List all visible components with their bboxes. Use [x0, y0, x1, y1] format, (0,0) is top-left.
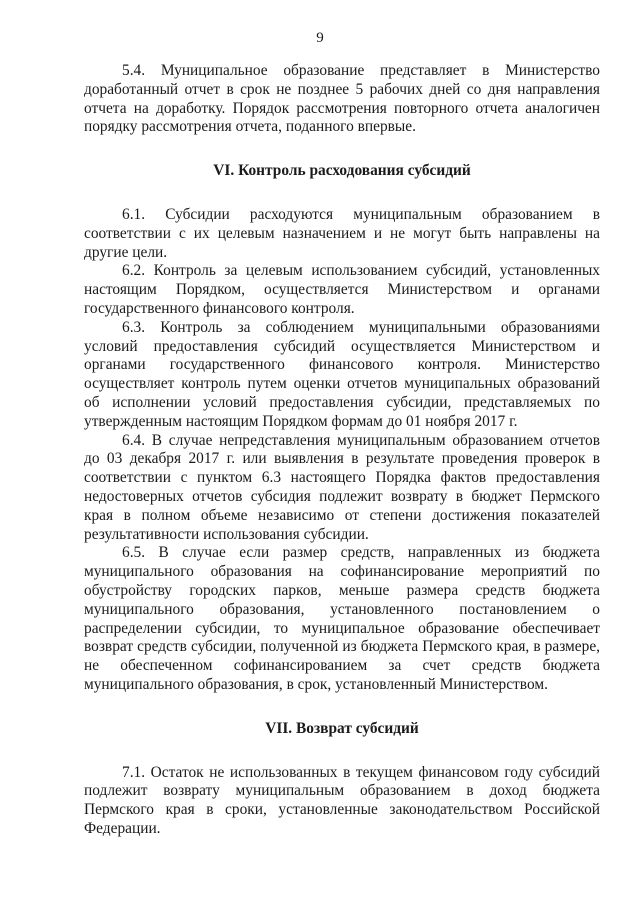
- section-heading-vi: VI. Контроль расходования субсидий: [213, 162, 471, 180]
- paragraph-6-5: 6.5. В случае если размер средств, направленных из бюджета муниципального образования на софинансирование мероприятий по обустройству городских парков, меньше размера средств бюджета муниципального образования, установленного постановлением о распределении субсидии, то муниципальное образование обеспечивает возврат средств субсидии, полученной из бюджета Пермского края, в размере, не обеспеченном софинансированием за счет средств бюджета муниципального образования, в срок, установленный Министерством.: [84, 544, 600, 693]
- paragraph-5-4: 5.4. Муниципальное образование представляет в Министерство доработанный отчет в срок не позднее 5 рабочих дней со дня направления отчета на доработку. Порядок рассмотрения повторного отчета аналогичен порядку рассмотрения отчета, поданного впервые.: [84, 62, 600, 136]
- paragraph-6-4: 6.4. В случае непредставления муниципальным образованием отчетов до 03 декабря 2017 г. или выявления в результате проведения проверок в соответствии с пунктом 6.3 настоящего Порядка фактов предоставления недостоверных отчетов субсидия подлежит возврату в бюджет Пермского края в полном объеме независимо от степени достижения показателей результативности использования субсидии.: [84, 431, 600, 543]
- paragraph-6-3: 6.3. Контроль за соблюдением муниципальными образованиями условий предоставления субсидий осуществляется Министерством и органами государственного финансового контроля. Министерство осуществляет контроль путем оценки отчетов муниципальных образований об исполнении условий предоставления субсидии, представляемых по утвержденным настоящим Порядком формам до 01 ноября 2017 г.: [84, 318, 600, 430]
- section-heading-vii: VII. Возврат субсидий: [265, 719, 419, 737]
- paragraph-7-1: 7.1. Остаток не использованных в текущем финансовом году субсидий подлежит возврату муниципальным образованием в доход бюджета Пермского края в сроки, установленные законодательством Российской Федерации.: [84, 763, 600, 837]
- paragraph-6-2: 6.2. Контроль за целевым использованием субсидий, установленных настоящим Порядком, осуществляется Министерством и органами государственного финансового контроля.: [84, 262, 600, 317]
- page-number: 9: [316, 30, 324, 46]
- document-body: [84, 62, 600, 839]
- paragraph-6-1: 6.1. Субсидии расходуются муниципальным образованием в соответствии с их целевым назначением и не могут быть направлены на другие цели.: [84, 205, 600, 261]
